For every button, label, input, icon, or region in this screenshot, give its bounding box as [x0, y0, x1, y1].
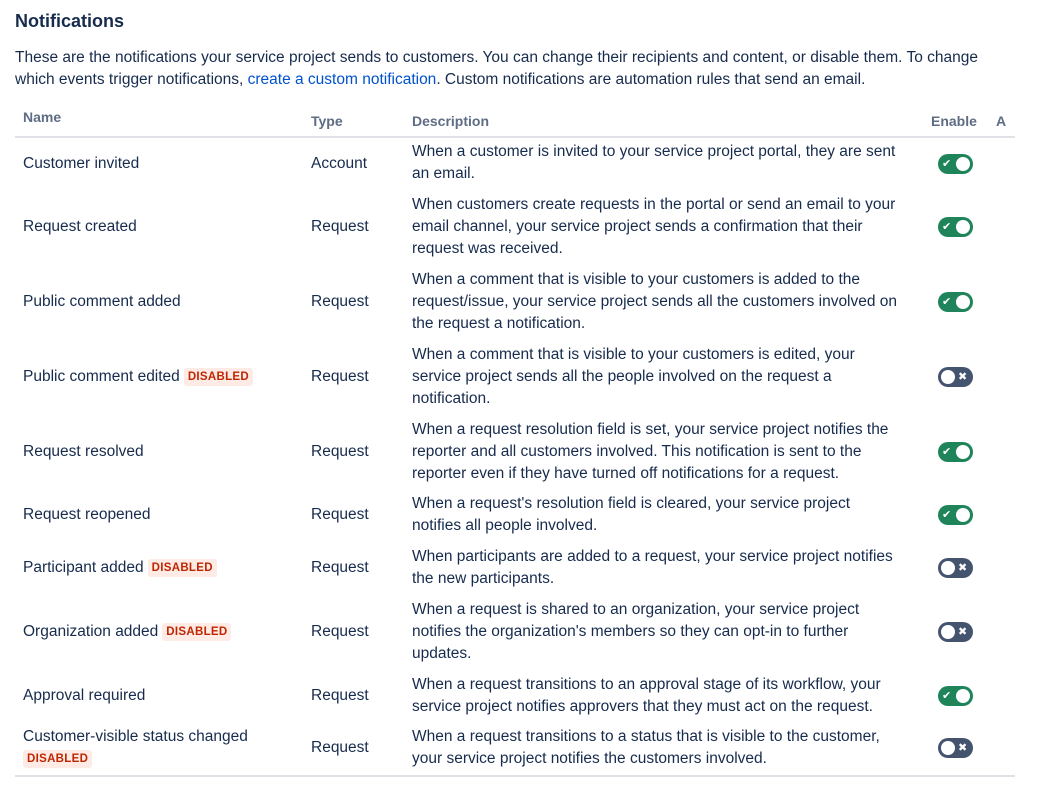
enable-toggle[interactable] [938, 367, 973, 387]
column-header-actions: A [996, 113, 1007, 129]
page-title: Notifications [15, 11, 125, 31]
notification-name-text: Public comment added [23, 293, 181, 310]
description-line: notifies the organization's members so they can opt-in to further [412, 623, 849, 640]
description-line: reporter and all customers involved. This notification is sent to the [412, 443, 862, 460]
column-header-description: Description [412, 113, 490, 129]
intro-line-2 [15, 69, 1055, 91]
column-header-name[interactable]: Name [23, 109, 62, 125]
enable-toggle[interactable] [938, 558, 973, 578]
column-header-enable: Enable [931, 113, 977, 129]
description-line: When customers create requests in the portal or send an email to your [412, 196, 896, 213]
notification-type: Request [311, 368, 369, 385]
description-line: When a request resolution field is set, your service project notifies the [412, 421, 889, 438]
intro-line-2-post: . Custom notifications are automation rules that send an email. [436, 71, 866, 88]
notification-name-text: Request reopened [23, 506, 151, 523]
notification-description [412, 599, 932, 665]
enable-toggle[interactable] [938, 154, 973, 174]
description-line: When a request transitions to a status that is visible to the customer, [412, 728, 880, 745]
notification-name [23, 621, 231, 643]
description-line: updates. [412, 645, 472, 662]
notification-type: Request [311, 623, 369, 640]
toggle-knob [956, 295, 970, 309]
description-line: request was received. [412, 240, 563, 257]
notification-description [412, 269, 932, 335]
notification-name-text: Customer-visible status changed [23, 728, 248, 745]
cross-icon: ✖ [958, 625, 968, 638]
toggle-knob [956, 157, 970, 171]
enable-toggle[interactable] [938, 217, 973, 237]
notification-type: Request [311, 443, 369, 460]
notification-description [412, 493, 932, 537]
description-line: reporter even if they have turned off notifications for a request. [412, 465, 840, 482]
toggle-knob [941, 625, 955, 639]
notification-name [23, 291, 181, 313]
notification-name [23, 216, 137, 238]
toggle-knob [956, 689, 970, 703]
notification-description [412, 419, 932, 485]
enable-toggle[interactable] [938, 442, 973, 462]
notification-type: Request [311, 506, 369, 523]
notification-description [412, 674, 932, 718]
notification-type: Request [311, 218, 369, 235]
description-line: When a comment that is visible to your customers is edited, your [412, 346, 855, 363]
description-line: service project sends all the people involved on the request a [412, 368, 832, 385]
check-icon: ✔ [942, 689, 952, 702]
intro-text [15, 47, 1055, 91]
disabled-badge: DISABLED [184, 368, 253, 386]
enable-toggle[interactable] [938, 505, 973, 525]
enable-toggle[interactable] [938, 686, 973, 706]
description-line: the request a notification. [412, 315, 586, 332]
notification-name-text: Approval required [23, 687, 146, 704]
intro-line-2-pre: which events trigger notifications, [15, 71, 248, 88]
check-icon: ✔ [942, 445, 952, 458]
notification-name [23, 441, 144, 463]
check-icon: ✔ [942, 220, 952, 233]
notification-name [23, 685, 145, 707]
disabled-badge: DISABLED [148, 559, 217, 577]
notification-description [412, 194, 932, 260]
notification-name [23, 366, 253, 388]
notification-type: Request [311, 739, 369, 756]
toggle-knob [956, 220, 970, 234]
table-header [15, 104, 1015, 138]
enable-toggle[interactable] [938, 738, 973, 758]
cross-icon: ✖ [958, 561, 968, 574]
description-line: When a request transitions to an approval stage of its workflow, your [412, 676, 881, 693]
check-icon: ✔ [942, 295, 952, 308]
cross-icon: ✖ [958, 370, 968, 383]
description-line: When a request's resolution field is cleared, your service project [412, 495, 851, 512]
notification-type: Request [311, 559, 369, 576]
enable-toggle[interactable] [938, 292, 973, 312]
toggle-knob [941, 370, 955, 384]
description-line: When a comment that is visible to your customers is added to the [412, 271, 860, 288]
disabled-badge: DISABLED [23, 750, 92, 768]
check-icon: ✔ [942, 157, 952, 170]
notification-name-text: Customer invited [23, 155, 140, 172]
notification-description [412, 546, 932, 590]
description-line: notification. [412, 390, 491, 407]
notification-description [412, 141, 932, 185]
notification-name [23, 557, 217, 579]
notification-description [412, 726, 932, 770]
notification-name [23, 504, 151, 526]
description-line: When a customer is invited to your service project portal, they are sent [412, 143, 896, 160]
notification-name-text: Participant added [23, 559, 144, 576]
create-custom-notification-link[interactable]: create a custom notification [247, 71, 437, 88]
notification-name-text: Request resolved [23, 443, 144, 460]
description-line: your service project notifies the customers involved. [412, 750, 767, 767]
description-line: the new participants. [412, 570, 555, 587]
notification-type: Request [311, 687, 369, 704]
toggle-knob [941, 741, 955, 755]
notification-description [412, 344, 932, 410]
notification-type: Account [311, 155, 368, 172]
notification-type: Request [311, 293, 369, 310]
disabled-badge: DISABLED [162, 623, 231, 641]
description-line: notifies all people involved. [412, 517, 598, 534]
intro-line-1: These are the notifications your service project sends to customers. You can change their recipients and content, or disable them. To change [15, 49, 978, 66]
toggle-knob [956, 508, 970, 522]
description-line: email channel, your service project sends a confirmation that their [412, 218, 863, 235]
toggle-knob [956, 445, 970, 459]
check-icon: ✔ [942, 508, 952, 521]
toggle-knob [941, 561, 955, 575]
column-header-type: Type [311, 113, 343, 129]
notification-name [23, 726, 248, 770]
table-bottom-divider [15, 775, 1015, 777]
notification-name [23, 153, 139, 175]
enable-toggle[interactable] [938, 622, 973, 642]
description-line: When a request is shared to an organization, your service project [412, 601, 860, 618]
notification-name-text: Organization added [23, 623, 159, 640]
description-line: request/issue, your service project sends all the customers involved on [412, 293, 898, 310]
notification-name-text: Request created [23, 218, 137, 235]
cross-icon: ✖ [958, 741, 968, 754]
description-line: an email. [412, 165, 475, 182]
description-line: service project notifies approvers that they must act on the request. [412, 698, 873, 715]
description-line: When participants are added to a request, your service project notifies [412, 548, 893, 565]
notification-name-text: Public comment edited [23, 368, 180, 385]
